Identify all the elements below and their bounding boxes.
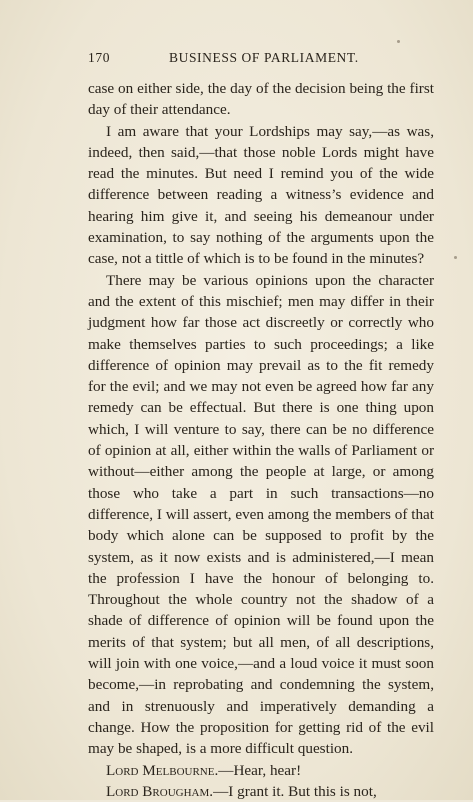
speech-text: —I grant it. But this is not, [213, 782, 377, 800]
paragraph: I am aware that your Lordships may say,—as was, indeed, then said,—that those noble Lords might have read the minutes. But need I remind you of the wide difference between reading a witness’s evidence and hearing him give it, and seeing his demeanour under examination, to say nothing of the arguments upon the case, not a tittle of which is to be found in the minutes? [88, 122, 434, 268]
speech-text: —Hear, hear! [218, 761, 302, 779]
page-number: 170 [88, 50, 111, 65]
paragraph: There may be various opinions upon the character and the extent of this mischief; men may differ in their judgment how far those act discreetly or correctly who make themselves parties to such proceedings; a like difference of opinion may prevail as to the fit remedy for the evil; and we may not even be agreed how far any remedy can be effectual. But there is one thing upon which, I will venture to say, there can be no difference of opinion at all, either within the walls of Parliament or without—either among the people at large, or among those who take a part in such transactions—no difference, I will assert, even among the members of that body which alone can be supposed to profit by the system, as it now exists and is administered,—I mean the profession I have the honour of belonging to. Throughout the whole country not the shadow of a shade of difference of opinion will be found upon the merits of that system; but all men, of all descriptions, will join with one voice,—and a loud voice it must soon become,—in reprobating and condemning the system, and in strenuously and imperatively demanding a change. How the proposition for getting rid of the evil may be shaped, is a more difficult question. [88, 271, 434, 758]
speaker-name: Lord Melbourne. [106, 761, 219, 779]
speaker-name: Lord Brougham. [106, 782, 214, 800]
speech-paragraph [88, 760, 434, 781]
paragraph: case on either side, the day of the decision being the first day of their attendance. [88, 80, 434, 119]
page-body [88, 78, 434, 802]
paper-speck [397, 40, 400, 43]
running-head: BUSINESS OF PARLIAMENT. [169, 50, 359, 65]
page-header [88, 50, 386, 68]
paper-speck [454, 256, 457, 259]
speech-paragraph [88, 781, 434, 802]
